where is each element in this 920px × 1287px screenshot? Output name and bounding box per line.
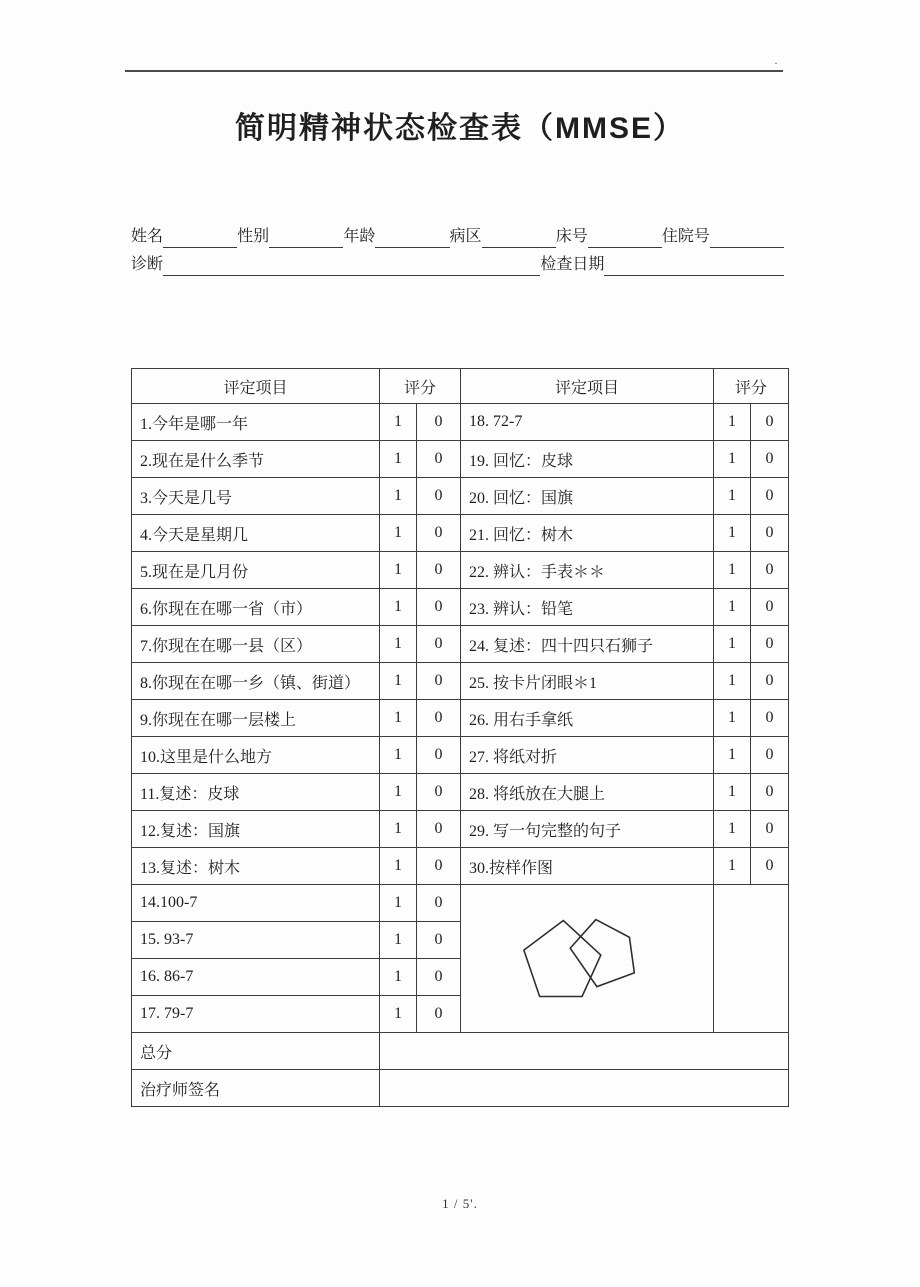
assessment-item: 10.这里是什么地方 (132, 737, 380, 774)
score-1-cell: 1 (714, 737, 751, 774)
pentagon-figure-cell (461, 885, 714, 1033)
therapist-signature-label: 治疗师签名 (132, 1070, 380, 1107)
assessment-item: 27. 将纸对折 (461, 737, 714, 774)
score-1-cell: 1 (714, 552, 751, 589)
score-1-cell: 1 (380, 441, 417, 478)
table-row (132, 663, 789, 700)
age-label: 年龄 (343, 228, 376, 245)
score-0-cell: 0 (417, 885, 461, 922)
score-1-cell: 1 (714, 626, 751, 663)
score-0-cell: 0 (751, 441, 789, 478)
score-0-cell: 0 (751, 774, 789, 811)
score-1-cell: 1 (380, 922, 417, 959)
table-row (132, 811, 789, 848)
score-1-cell: 1 (380, 626, 417, 663)
score-0-cell: 0 (751, 478, 789, 515)
score-1-cell: 1 (714, 811, 751, 848)
score-1-cell: 1 (714, 441, 751, 478)
score-header-left: 评分 (380, 369, 461, 404)
gender-label: 性别 (237, 228, 270, 245)
table-row (132, 552, 789, 589)
score-1-cell: 1 (380, 478, 417, 515)
score-1-cell: 1 (380, 404, 417, 441)
scan-artifact-dot: · (774, 56, 778, 70)
assessment-item: 9.你现在在哪一层楼上 (132, 700, 380, 737)
score-0-cell: 0 (417, 589, 461, 626)
table-header-row (132, 369, 789, 404)
score-header-right: 评分 (714, 369, 789, 404)
assessment-item: 16. 86-7 (132, 959, 380, 996)
score-0-cell: 0 (417, 774, 461, 811)
score-0-cell: 0 (417, 552, 461, 589)
score-1-cell: 1 (714, 774, 751, 811)
score-0-cell: 0 (751, 663, 789, 700)
score-1-cell: 1 (380, 700, 417, 737)
assessment-item: 26. 用右手拿纸 (461, 700, 714, 737)
bed-blank (588, 226, 662, 248)
score-1-cell: 1 (380, 959, 417, 996)
score-1-cell: 1 (380, 848, 417, 885)
assessment-item: 4.今天是星期几 (132, 515, 380, 552)
score-1-cell: 1 (380, 737, 417, 774)
score-0-cell: 0 (417, 700, 461, 737)
assessment-item: 12.复述：国旗 (132, 811, 380, 848)
name-label: 姓名 (131, 228, 164, 245)
score-0-cell: 0 (417, 515, 461, 552)
table-row (132, 774, 789, 811)
patient-info-line-1 (131, 220, 784, 248)
score-0-cell: 0 (417, 441, 461, 478)
score-0-cell: 0 (417, 848, 461, 885)
assessment-item: 30.按样作图 (461, 848, 714, 885)
table-row (132, 885, 789, 922)
score-0-cell: 0 (417, 811, 461, 848)
assessment-item: 19. 回忆：皮球 (461, 441, 714, 478)
score-1-cell: 1 (380, 589, 417, 626)
score-1-cell: 1 (380, 885, 417, 922)
assessment-item: 15. 93-7 (132, 922, 380, 959)
assessment-item: 6.你现在在哪一省（市） (132, 589, 380, 626)
assessment-item: 24. 复述：四十四只石狮子 (461, 626, 714, 663)
therapist-signature-blank-cell (380, 1070, 789, 1107)
score-1-cell: 1 (714, 663, 751, 700)
assessment-item: 28. 将纸放在大腿上 (461, 774, 714, 811)
assessment-item: 5.现在是几月份 (132, 552, 380, 589)
assessment-item: 18. 72-7 (461, 404, 714, 441)
table-row (132, 478, 789, 515)
assessment-item: 14.100-7 (132, 885, 380, 922)
score-0-cell: 0 (751, 589, 789, 626)
diagnosis-blank (163, 254, 540, 276)
score-1-cell: 1 (380, 515, 417, 552)
score-0-cell: 0 (751, 700, 789, 737)
score-0-cell: 0 (417, 737, 461, 774)
assessment-item: 11.复述：皮球 (132, 774, 380, 811)
exam-date-blank (604, 254, 784, 276)
figure-score-blank-cell (714, 885, 789, 1033)
assessment-item: 22. 辨认：手表＊＊ (461, 552, 714, 589)
assessment-item: 8.你现在在哪一乡（镇、街道） (132, 663, 380, 700)
score-1-cell: 1 (380, 552, 417, 589)
patient-info-section (131, 220, 784, 276)
item-header-right: 评定项目 (461, 369, 714, 404)
score-0-cell: 0 (417, 626, 461, 663)
table-row (132, 626, 789, 663)
admission-no-label: 住院号 (661, 228, 710, 245)
admission-no-blank (710, 226, 784, 248)
bed-label: 床号 (555, 228, 588, 245)
score-0-cell: 0 (751, 404, 789, 441)
score-0-cell: 0 (417, 663, 461, 700)
score-0-cell: 0 (417, 996, 461, 1033)
assessment-item: 2.现在是什么季节 (132, 441, 380, 478)
score-0-cell: 0 (751, 626, 789, 663)
gender-blank (269, 226, 343, 248)
name-blank (163, 226, 237, 248)
score-1-cell: 1 (714, 478, 751, 515)
diagnosis-label: 诊断 (131, 256, 164, 273)
score-1-cell: 1 (714, 589, 751, 626)
score-0-cell: 0 (417, 959, 461, 996)
score-1-cell: 1 (380, 774, 417, 811)
assessment-item: 3.今天是几号 (132, 478, 380, 515)
total-score-blank-cell (380, 1033, 789, 1070)
table-row (132, 515, 789, 552)
score-0-cell: 0 (751, 515, 789, 552)
assessment-item: 7.你现在在哪一县（区） (132, 626, 380, 663)
assessment-item: 17. 79-7 (132, 996, 380, 1033)
score-0-cell: 0 (751, 737, 789, 774)
score-1-cell: 1 (714, 848, 751, 885)
table-row (132, 848, 789, 885)
patient-info-line-2 (131, 248, 784, 276)
score-0-cell: 0 (751, 552, 789, 589)
total-score-row (132, 1033, 789, 1070)
table-row (132, 700, 789, 737)
header-rule (125, 70, 783, 72)
score-0-cell: 0 (417, 478, 461, 515)
table-row (132, 441, 789, 478)
table-row (132, 737, 789, 774)
overlapping-pentagons-figure (462, 886, 712, 1032)
ward-label: 病区 (449, 228, 482, 245)
table-row (132, 589, 789, 626)
mmse-score-table (131, 368, 789, 1107)
ward-blank (482, 226, 556, 248)
age-blank (375, 226, 449, 248)
assessment-item: 1.今年是哪一年 (132, 404, 380, 441)
assessment-item: 29. 写一句完整的句子 (461, 811, 714, 848)
assessment-item: 25. 按卡片闭眼＊1 (461, 663, 714, 700)
score-0-cell: 0 (751, 811, 789, 848)
assessment-item: 20. 回忆：国旗 (461, 478, 714, 515)
score-1-cell: 1 (714, 515, 751, 552)
score-1-cell: 1 (380, 811, 417, 848)
item-header-left: 评定项目 (132, 369, 380, 404)
total-score-label: 总分 (132, 1033, 380, 1070)
score-0-cell: 0 (751, 848, 789, 885)
score-0-cell: 0 (417, 922, 461, 959)
score-1-cell: 1 (714, 700, 751, 737)
score-1-cell: 1 (380, 996, 417, 1033)
assessment-item: 23. 辨认：铅笔 (461, 589, 714, 626)
table-row (132, 404, 789, 441)
exam-date-label: 检查日期 (540, 256, 605, 273)
score-1-cell: 1 (380, 663, 417, 700)
assessment-item: 13.复述：树木 (132, 848, 380, 885)
page-title: 简明精神状态检查表（MMSE） (235, 112, 685, 145)
therapist-signature-row (132, 1070, 789, 1107)
page-number: 1 / 5'. (442, 1196, 478, 1211)
assessment-item: 21. 回忆：树木 (461, 515, 714, 552)
score-0-cell: 0 (417, 404, 461, 441)
score-1-cell: 1 (714, 404, 751, 441)
